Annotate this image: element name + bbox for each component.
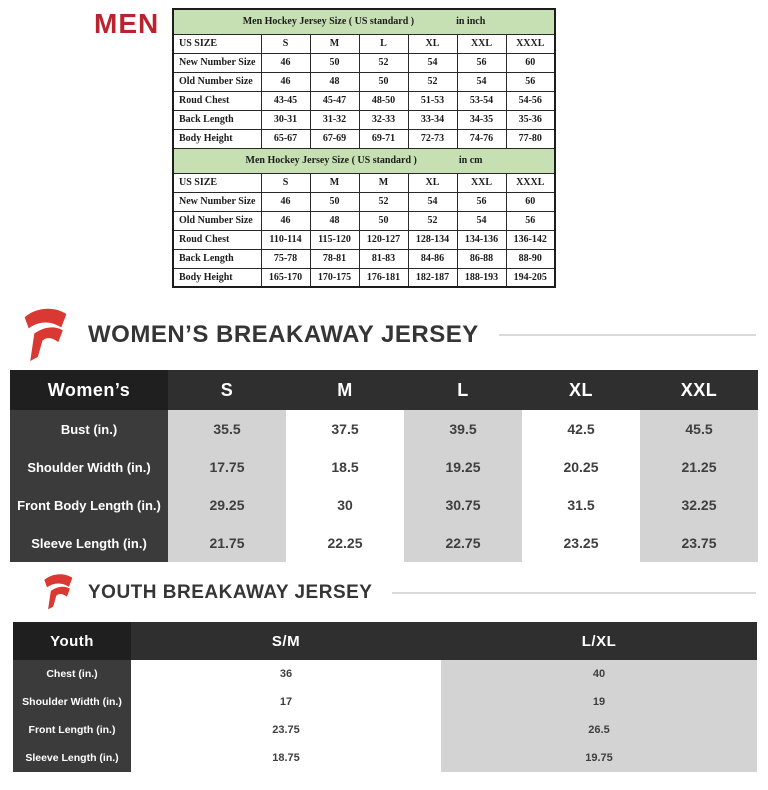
table-section-header [173, 148, 555, 173]
table-cell: 45.5 [640, 410, 758, 448]
table-cell: 52 [408, 72, 457, 91]
row-label-cell: US SIZE [173, 173, 261, 192]
row-label-cell: Roud Chest [173, 91, 261, 110]
men-cm-table-unit: in cm [458, 155, 483, 166]
table-cell: 48 [310, 72, 359, 91]
size-header-cell: S/M [131, 622, 441, 660]
table-cell: 35.5 [168, 410, 286, 448]
table-cell: 19.25 [404, 448, 522, 486]
table-cell: 52 [359, 192, 408, 211]
table-section-header [173, 9, 555, 34]
table-cell: 56 [457, 192, 506, 211]
table-cell: 188-193 [457, 268, 506, 287]
table-cell: 21.75 [168, 524, 286, 562]
table-cell: XXL [457, 173, 506, 192]
row-label-cell: Body Height [173, 268, 261, 287]
table-row [173, 53, 555, 72]
table-cell: 37.5 [286, 410, 404, 448]
table-cell: 32-33 [359, 110, 408, 129]
table-cell: 43-45 [261, 91, 310, 110]
row-label-cell: US SIZE [173, 34, 261, 53]
table-cell: 48-50 [359, 91, 408, 110]
table-cell: 30 [286, 486, 404, 524]
table-cell: 17 [131, 688, 441, 716]
divider-rule [499, 334, 756, 336]
table-cell: 115-120 [310, 230, 359, 249]
table-cell: 54 [457, 72, 506, 91]
table-cell: 54 [408, 192, 457, 211]
table-row [10, 524, 758, 562]
table-cell: 46 [261, 211, 310, 230]
row-label-cell: Chest (in.) [13, 660, 131, 688]
table-cell: 36 [131, 660, 441, 688]
table-header-row [10, 370, 758, 410]
table-cell: 60 [506, 192, 555, 211]
row-label-cell: Roud Chest [173, 230, 261, 249]
table-row [173, 34, 555, 53]
table-cell: 23.75 [640, 524, 758, 562]
table-cell: 17.75 [168, 448, 286, 486]
size-header-cell: S [168, 370, 286, 410]
table-cell: 77-80 [506, 129, 555, 148]
table-cell: 60 [506, 53, 555, 72]
table-cell: 19 [441, 688, 757, 716]
table-row [13, 660, 757, 688]
table-cell: XL [408, 34, 457, 53]
table-cell: 50 [310, 192, 359, 211]
row-label-cell: Old Number Size [173, 211, 261, 230]
table-cell: 88-90 [506, 249, 555, 268]
table-row [13, 716, 757, 744]
size-header-cell: L/XL [441, 622, 757, 660]
table-cell: 48 [310, 211, 359, 230]
table-cell: 67-69 [310, 129, 359, 148]
table-cell: XL [408, 173, 457, 192]
table-cell: 134-136 [457, 230, 506, 249]
row-label-cell: Sleeve Length (in.) [10, 524, 168, 562]
table-cell: XXXL [506, 173, 555, 192]
table-cell: 46 [261, 72, 310, 91]
table-cell: 75-78 [261, 249, 310, 268]
table-cell: 165-170 [261, 268, 310, 287]
row-label-cell: Back Length [173, 249, 261, 268]
table-row [173, 110, 555, 129]
table-cell: L [359, 34, 408, 53]
table-cell: 53-54 [457, 91, 506, 110]
row-label-cell: Sleeve Length (in.) [13, 744, 131, 772]
brand-flag-icon [40, 571, 76, 615]
men-inch-table-unit: in inch [456, 16, 486, 28]
table-cell: 54-56 [506, 91, 555, 110]
table-cell: 50 [359, 72, 408, 91]
table-row [173, 129, 555, 148]
table-row [173, 211, 555, 230]
women-size-table [10, 370, 758, 562]
row-label-cell: Back Length [173, 110, 261, 129]
size-header-cell: XXL [640, 370, 758, 410]
youth-section-title: YOUTH BREAKAWAY JERSEY [88, 582, 373, 603]
table-cell: 45-47 [310, 91, 359, 110]
brand-flag-icon [18, 304, 72, 367]
table-cell: 33-34 [408, 110, 457, 129]
table-row [13, 688, 757, 716]
table-cell: 65-67 [261, 129, 310, 148]
table-cell: 22.25 [286, 524, 404, 562]
row-label-cell: Body Height [173, 129, 261, 148]
table-corner-cell: Women’s [10, 370, 168, 410]
table-cell: 74-76 [457, 129, 506, 148]
table-row [10, 410, 758, 448]
size-header-cell: XL [522, 370, 640, 410]
table-cell: 30-31 [261, 110, 310, 129]
women-section-title: WOMEN’S BREAKAWAY JERSEY [88, 321, 479, 348]
table-row [173, 249, 555, 268]
table-cell: 120-127 [359, 230, 408, 249]
table-cell: 22.75 [404, 524, 522, 562]
divider-rule [392, 592, 756, 594]
table-cell: 46 [261, 53, 310, 72]
table-row [173, 72, 555, 91]
table-cell: 56 [506, 72, 555, 91]
table-header-row [13, 622, 757, 660]
table-row [173, 230, 555, 249]
table-cell: 29.25 [168, 486, 286, 524]
table-row [173, 268, 555, 287]
table-row [10, 448, 758, 486]
table-cell: 84-86 [408, 249, 457, 268]
row-label-cell: Old Number Size [173, 72, 261, 91]
table-row [10, 486, 758, 524]
men-size-table [172, 8, 556, 288]
table-cell: S [261, 173, 310, 192]
table-cell: 56 [506, 211, 555, 230]
table-cell: 26.5 [441, 716, 757, 744]
men-section-title: MEN [94, 8, 160, 39]
table-cell: 35-36 [506, 110, 555, 129]
table-cell: 20.25 [522, 448, 640, 486]
table-row [13, 744, 757, 772]
youth-size-table [13, 622, 757, 772]
women-section-header [18, 306, 756, 364]
table-cell: 31.5 [522, 486, 640, 524]
table-row [173, 173, 555, 192]
table-cell: 136-142 [506, 230, 555, 249]
table-cell: XXXL [506, 34, 555, 53]
row-label-cell: Bust (in.) [10, 410, 168, 448]
table-cell: 46 [261, 192, 310, 211]
men-cm-table-title: Men Hockey Jersey Size ( US standard ) [245, 155, 417, 166]
table-row [173, 91, 555, 110]
table-cell: 18.75 [131, 744, 441, 772]
table-cell: 52 [408, 211, 457, 230]
table-cell: 50 [359, 211, 408, 230]
table-cell: 19.75 [441, 744, 757, 772]
table-cell: 128-134 [408, 230, 457, 249]
table-cell: 54 [408, 53, 457, 72]
table-cell: 56 [457, 53, 506, 72]
table-cell: 23.25 [522, 524, 640, 562]
table-cell: 42.5 [522, 410, 640, 448]
table-cell: 170-175 [310, 268, 359, 287]
table-cell: 78-81 [310, 249, 359, 268]
table-cell: 110-114 [261, 230, 310, 249]
table-cell: 34-35 [457, 110, 506, 129]
table-cell: 30.75 [404, 486, 522, 524]
table-cell: XXL [457, 34, 506, 53]
table-cell: 21.25 [640, 448, 758, 486]
table-cell: 18.5 [286, 448, 404, 486]
table-cell: 51-53 [408, 91, 457, 110]
youth-section-header [40, 572, 756, 614]
table-row [173, 192, 555, 211]
table-cell: 81-83 [359, 249, 408, 268]
row-label-cell: New Number Size [173, 53, 261, 72]
size-header-cell: M [286, 370, 404, 410]
men-inch-table-title: Men Hockey Jersey Size ( US standard ) [242, 16, 415, 28]
table-cell: 23.75 [131, 716, 441, 744]
table-cell: 182-187 [408, 268, 457, 287]
row-label-cell: Front Body Length (in.) [10, 486, 168, 524]
table-cell: M [310, 173, 359, 192]
table-cell: 31-32 [310, 110, 359, 129]
table-cell: 54 [457, 211, 506, 230]
table-cell: M [359, 173, 408, 192]
table-cell: 69-71 [359, 129, 408, 148]
table-cell: S [261, 34, 310, 53]
table-cell: 52 [359, 53, 408, 72]
table-cell: 39.5 [404, 410, 522, 448]
table-cell: 50 [310, 53, 359, 72]
size-header-cell: L [404, 370, 522, 410]
table-cell: 72-73 [408, 129, 457, 148]
row-label-cell: New Number Size [173, 192, 261, 211]
table-cell: 176-181 [359, 268, 408, 287]
table-cell: 194-205 [506, 268, 555, 287]
table-cell: 86-88 [457, 249, 506, 268]
row-label-cell: Shoulder Width (in.) [13, 688, 131, 716]
table-cell: 40 [441, 660, 757, 688]
row-label-cell: Shoulder Width (in.) [10, 448, 168, 486]
men-section [0, 0, 768, 294]
row-label-cell: Front Length (in.) [13, 716, 131, 744]
table-cell: 32.25 [640, 486, 758, 524]
table-cell: M [310, 34, 359, 53]
table-corner-cell: Youth [13, 622, 131, 660]
